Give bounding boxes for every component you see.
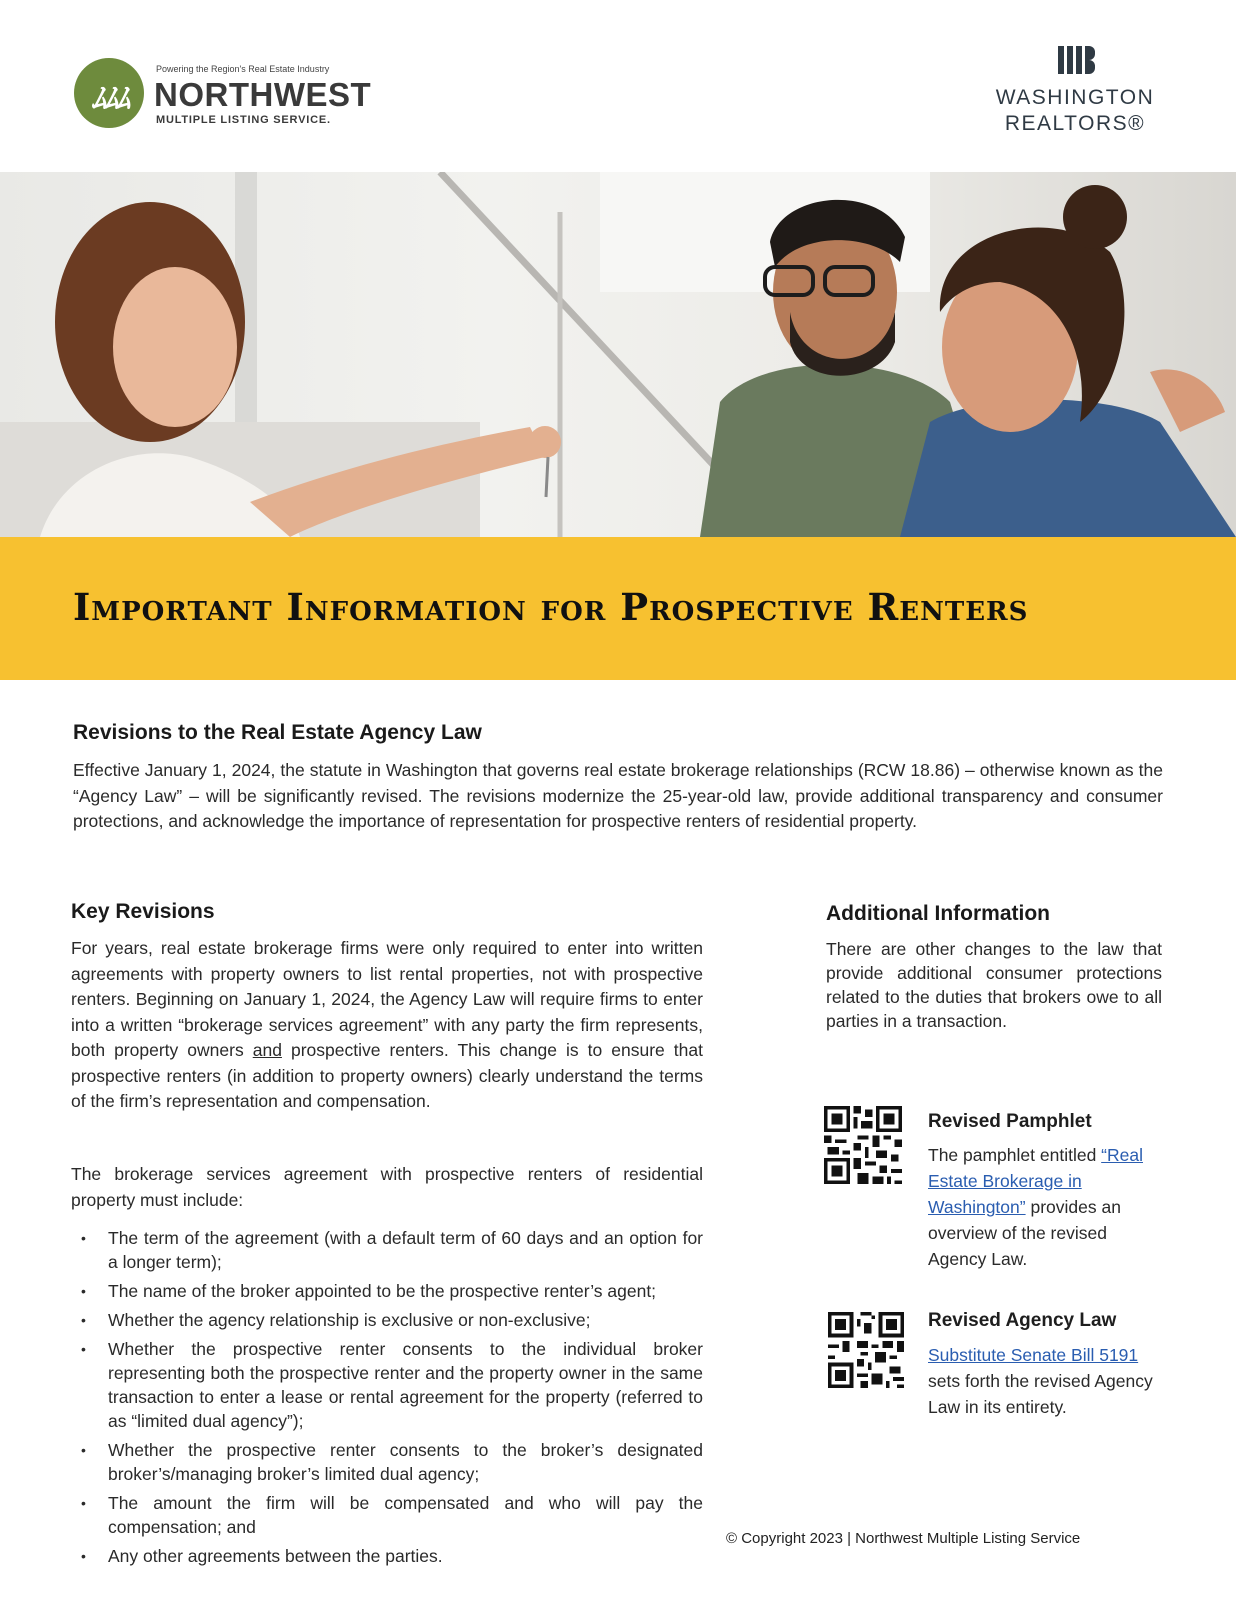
nwmls-tagline: Powering the Region's Real Estate Industry (156, 64, 330, 74)
pamphlet-qr-code-icon[interactable] (824, 1106, 902, 1184)
list-item: • Any other agreements between the parties. (81, 1546, 443, 1566)
nwmls-name: NORTHWEST (154, 76, 372, 113)
washington-realtors-line2: REALTORS® (1004, 112, 1146, 135)
agreement-requirements-intro: The brokerage services agreement with prospective renters of residential property must include: (71, 1164, 703, 1210)
page-header (0, 0, 1236, 172)
hero-photo (0, 172, 1236, 537)
washington-realtors-line1: WASHINGTON (995, 86, 1155, 109)
revised-pamphlet-heading: Revised Pamphlet (928, 1111, 1092, 1132)
nwmls-emblem-icon: ﾑﾑﾑ (74, 58, 144, 128)
revisions-body: Effective January 1, 2024, the statute in Washington that governs real estate brokerage relationships (RCW 18.86) – otherwise known as the “Agency Law” – will be significantly revised. The revisions modernize the 25-year-old law, provide additional transparency and consumer protections, and acknowledge the importance of representation for prospective renters of residential property. (73, 760, 1163, 831)
list-item: • Whether the prospective renter consents to the broker’s designated broker’s/managing broker’s limited dual agency; (81, 1440, 703, 1484)
list-item: • Whether the agency relationship is exclusive or non-exclusive; (81, 1310, 591, 1330)
page-title: Important Information for Prospective Renters (73, 585, 1029, 629)
list-item: • Whether the prospective renter consents to the individual broker representing both the prospective renter and the property owner in the same transaction to enter a lease or rental agreement for the property (referred to as “limited dual agency”); (81, 1339, 703, 1431)
key-revisions-paragraph (71, 936, 703, 1115)
list-item: • The term of the agreement (with a default term of 60 days and an option for a longer term); (81, 1228, 703, 1272)
additional-info-heading: Additional Information (826, 902, 1050, 925)
realtors-mark-icon (1058, 46, 1098, 74)
key-revisions-underlined-and: and (252, 1040, 282, 1060)
agency-law-text-after: sets forth the revised Agency Law in its entirety. (928, 1371, 1153, 1417)
additional-info-body: There are other changes to the law that provide additional consumer protections related to the duties that brokers owe to all parties in a transaction. (826, 939, 1162, 1031)
key-revisions-text-2: prospective renters. This change is to ensure that prospective renters (in addition to property owners) clearly understand the terms of the firm’s representation and compensation. (71, 1040, 703, 1111)
list-item: • The name of the broker appointed to be the prospective renter’s agent; (81, 1281, 657, 1301)
title-banner (0, 537, 1236, 680)
requirements-list (78, 1226, 703, 1573)
nwmls-subname: MULTIPLE LISTING SERVICE. (156, 114, 331, 126)
revisions-heading: Revisions to the Real Estate Agency Law (73, 721, 482, 744)
hero-photo-illustration (0, 172, 1236, 537)
pamphlet-text-before: The pamphlet entitled (928, 1145, 1102, 1165)
substitute-senate-bill-link[interactable]: Substitute Senate Bill 5191 (928, 1345, 1139, 1365)
pamphlet-text-after: provides an overview of the revised Agency Law. (928, 1197, 1121, 1269)
nwmls-logo (74, 58, 374, 130)
revised-agency-law-text (928, 1342, 1158, 1420)
key-revisions-text-1: For years, real estate brokerage firms were only required to enter into written agreements with property owners to list rental properties, not with prospective renters. Beginning on January 1, 2024, the Agency Law will require firms to enter into a written “brokerage services agreement” with any party the firm represents, both property owners (71, 938, 703, 1060)
key-revisions-heading: Key Revisions (71, 900, 215, 923)
copyright-notice: © Copyright 2023 | Northwest Multiple Listing Service (726, 1530, 1081, 1547)
real-estate-brokerage-link[interactable]: “Real Estate Brokerage in Washington” (928, 1145, 1143, 1217)
list-item: • The amount the firm will be compensated and who will pay the compensation; and (81, 1493, 703, 1537)
agency-law-qr-code-icon[interactable] (828, 1312, 906, 1390)
revised-pamphlet-text (928, 1142, 1168, 1272)
washington-realtors-logo (990, 46, 1160, 142)
revised-agency-law-heading: Revised Agency Law (928, 1310, 1117, 1331)
